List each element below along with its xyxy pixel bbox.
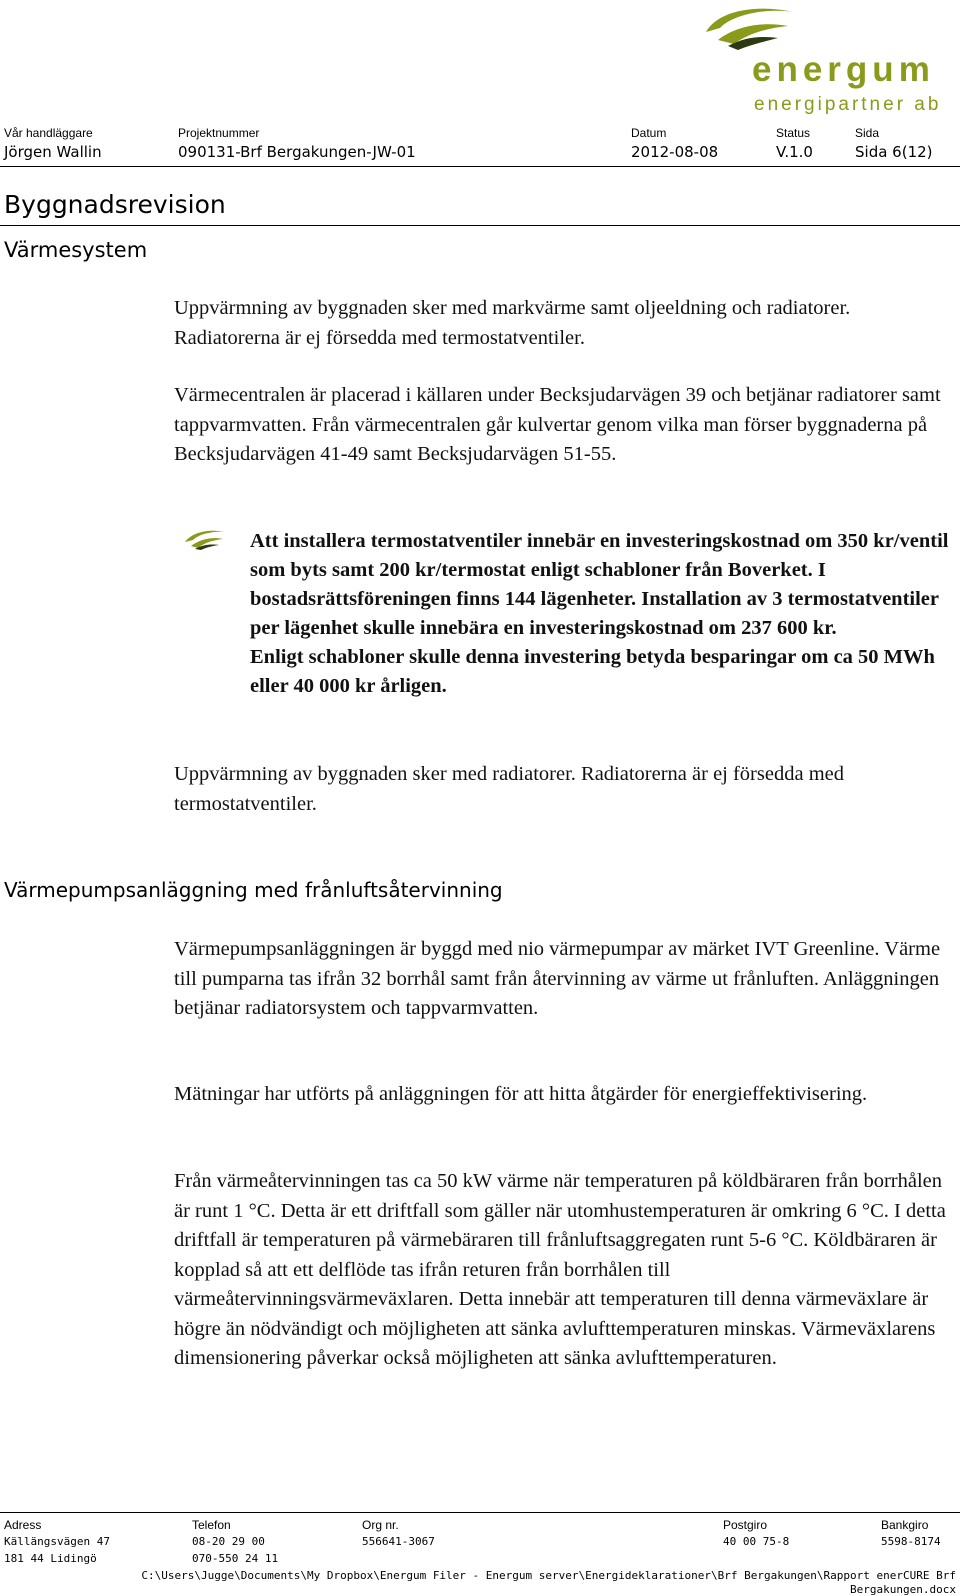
footer-phone-line2: 070-550 24 11 xyxy=(192,1552,279,1565)
document-title: Byggnadsrevision xyxy=(4,190,226,219)
handler-label: Vår handläggare xyxy=(4,126,93,140)
footer-bankgiro-value: 5598-8174 xyxy=(881,1535,941,1548)
energum-swirl-logo-icon xyxy=(698,2,798,52)
header-divider xyxy=(0,166,960,167)
page-label: Sida xyxy=(855,126,880,140)
brand-name: energum xyxy=(752,50,935,89)
footer-address-line2: 181 44 Lidingö xyxy=(4,1552,97,1565)
status-label: Status xyxy=(776,126,811,140)
date-value: 2012-08-08 xyxy=(631,143,719,161)
paragraph: Mätningar har utförts på anläggningen för att hitta åtgärder för energieffektivisering. xyxy=(174,1083,868,1105)
project-label: Projektnummer xyxy=(178,126,260,140)
paragraph: Värmepumpsanläggningen är byggd med nio värmepumpar av märket IVT Greenline. Värme till pumparna tas ifrån 32 borrhål samt från återvinning av värme ut frånluften. Anläggningen betjänar radiatorsystem och tappvarmvatten. xyxy=(174,938,941,1019)
paragraph: Från värmeåtervinningen tas ca 50 kW värme när temperaturen på köldbäraren från borrhålen är runt 1 °C. Detta är ett driftfall som gäller när utomhustemperaturen är omkring 6 °C. I detta driftfall är temperaturen på värmebäraren till frånluftsaggregaten runt 5-6 °C. Köldbäraren är kopplad så att ett delflöde tas ifrån returen från borrhålen till värmeåtervinningsvärmeväxlaren. Detta innebär att temperaturen till denna värmeväxlare är högre än nödvändigt och möjligheten att sänka avlufttemperaturen minskas. Värmeväxlarens dimensionering påverkar också möjligheten att sänka avlufttemperaturen. xyxy=(174,1170,946,1369)
handler-value: Jörgen Wallin xyxy=(4,143,102,161)
footer-org-label: Org nr. xyxy=(362,1518,399,1532)
date-label: Datum xyxy=(631,126,667,140)
section-heading-varmesystem: Värmesystem xyxy=(4,238,148,262)
energum-bullet-icon xyxy=(183,528,227,550)
section-heading-varmepump: Värmepumpsanläggning med frånluftsåtervinning xyxy=(4,878,503,902)
recommendation-text-b: Enligt schabloner skulle denna investering betyda besparingar om ca 50 MWh eller 40 000 kr årligen. xyxy=(250,646,935,697)
footer-postgiro-value: 40 00 75-8 xyxy=(723,1535,790,1548)
footer-postgiro-label: Postgiro xyxy=(723,1518,768,1532)
footer-address-label: Adress xyxy=(4,1518,42,1532)
footer-address-line1: Källängsvägen 47 xyxy=(4,1535,110,1548)
footer-phone-line1: 08-20 29 00 xyxy=(192,1535,265,1548)
footer-file-name: Bergakungen.docx xyxy=(850,1583,956,1596)
footer-file-path: C:\Users\Jugge\Documents\My Dropbox\Energum Filer - Energum server\Energideklarationer\Brf Bergakungen\Rapport enerCURE Brf xyxy=(141,1569,956,1582)
footer-org-value: 556641-3067 xyxy=(362,1535,435,1548)
footer-bankgiro-label: Bankgiro xyxy=(881,1518,929,1532)
status-value: V.1.0 xyxy=(776,143,813,161)
paragraph: Uppvärmning av byggnaden sker med markvärme samt oljeeldning och radiatorer. Radiatorerna är ej försedda med termostatventiler. xyxy=(174,297,851,349)
footer-divider xyxy=(0,1512,960,1513)
recommendation-text-a: Att installera termostatventiler innebär en investeringskostnad om 350 kr/ventil som byts samt 200 kr/termostat enligt schabloner från Boverket. I bostadsrättsföreningen finns 144 lägenheter. Installation av 3 termostatventiler per lägenhet skulle innebära en investeringskostnad om 237 600 kr. xyxy=(250,530,949,639)
paragraph: Uppvärmning av byggnaden sker med radiatorer. Radiatorerna är ej försedda med termostatventiler. xyxy=(174,763,844,815)
page-value: Sida 6(12) xyxy=(855,143,933,161)
energum-logo xyxy=(708,0,960,118)
project-value: 090131-Brf Bergakungen-JW-01 xyxy=(178,143,416,161)
brand-tagline: energipartner ab xyxy=(754,94,942,115)
paragraph: Värmecentralen är placerad i källaren under Becksjudarvägen 39 och betjänar radiatorer samt tappvarmvatten. Från värmecentralen går kulvertar genom vilka man förser byggnaderna på Becksjudarvägen 41-49 samt Becksjudarvägen 51-55. xyxy=(174,384,941,465)
footer-phone-label: Telefon xyxy=(192,1518,231,1532)
title-divider xyxy=(0,225,960,226)
recommendation xyxy=(250,527,960,701)
